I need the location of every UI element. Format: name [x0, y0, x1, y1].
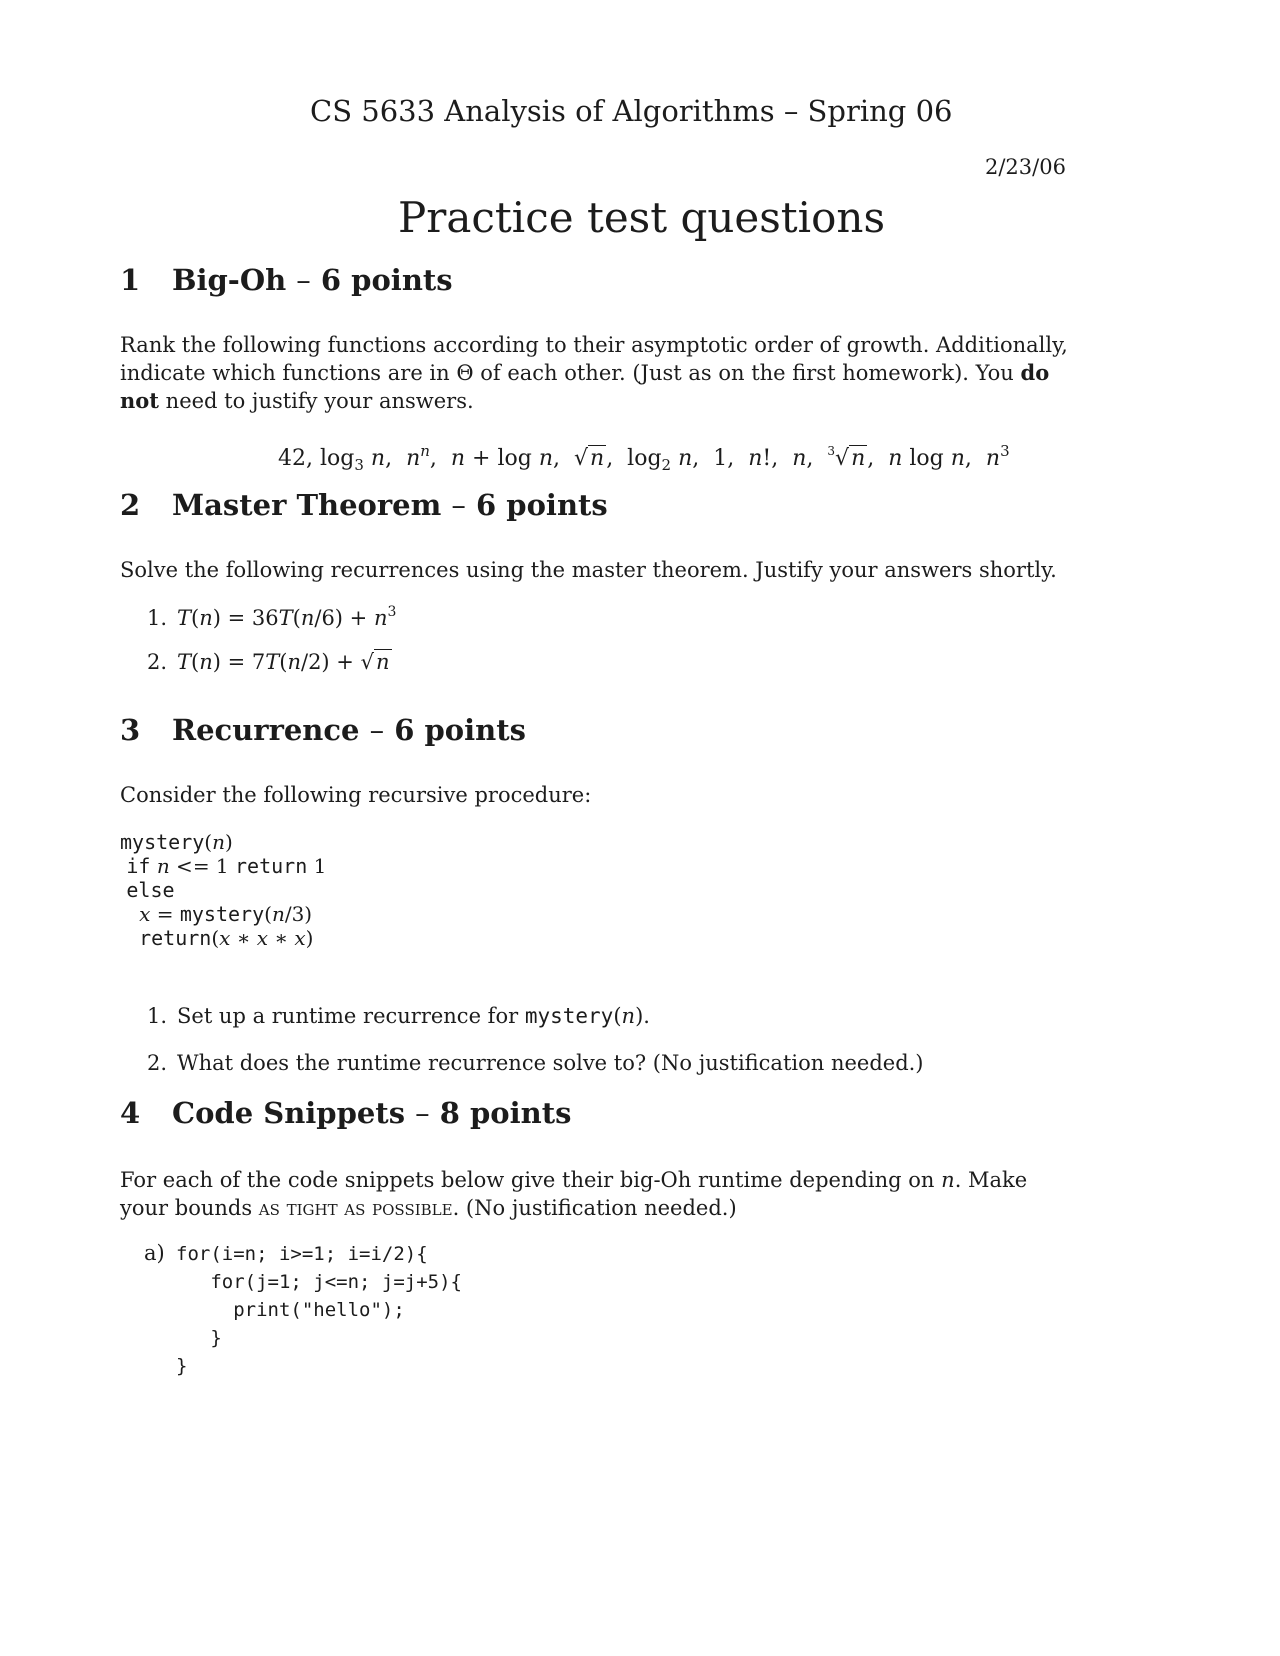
section-title: Big-Oh [172, 263, 287, 297]
section-points: 6 points [320, 263, 453, 297]
question-3-1: 1. Set up a runtime recurrence for mystery(n). [147, 1004, 650, 1028]
emphasis: do not [120, 360, 1050, 413]
section-number: 2 [120, 488, 141, 522]
code-line: } [176, 1355, 188, 1377]
section-points: 6 points [476, 488, 608, 522]
code-snippet-a [176, 1240, 462, 1380]
section-title: Recurrence [172, 713, 360, 747]
recurrence-1: 1. $T(n) = 36T(n/6) + n^3$ [147, 604, 397, 630]
code-line: } [176, 1327, 222, 1349]
function-list: 42, $\log_3 n$, $n^n$, n + log n, √n, $\log_2 n$, 1, n!, n, $^3$√n, n log n, $n^3$ [278, 442, 1010, 474]
snippet-a-label: a) [144, 1241, 165, 1265]
code-line: for(i=n; i>=1; i=i/2){ [176, 1243, 428, 1265]
section-4-text: For each of the code snippets below give their big-Oh runtime depending on n. Make your bounds as tight as possible. (No justification needed.) [120, 1168, 1028, 1220]
course-title: CS 5633 Analysis of Algorithms – Spring 06 [310, 94, 953, 128]
page-title: Practice test questions [398, 193, 885, 242]
section-points: 6 points [394, 713, 526, 747]
recurrence-2: 2. T(n) = 7T(n/2) + √n [147, 650, 390, 674]
section-1-text: Rank the following functions according to their asymptotic order of growth. Additionally, indicate which functions are in Θ of each other. (Just as on the first homework). You do not need to justify your answers. [120, 333, 1068, 413]
section-1-heading: 1 Big-Oh – 6 points [120, 263, 453, 297]
question-3-2: 2. What does the runtime recurrence solve to? (No justification needed.) [147, 1051, 924, 1075]
section-number: 1 [120, 263, 141, 297]
section-2-heading: 2 Master Theorem – 6 points [120, 488, 608, 522]
section-title: Master Theorem [172, 488, 442, 522]
section-title: Code Snippets [172, 1096, 406, 1130]
section-4-heading: 4 Code Snippets – 8 points [120, 1096, 572, 1130]
code-line: print("hello"); [176, 1299, 405, 1321]
section-points: 8 points [439, 1096, 572, 1130]
emphasis: as tight as possible [258, 1196, 453, 1220]
section-3-text: Consider the following recursive procedure: [120, 783, 592, 807]
code-line: for(j=1; j<=n; j=j+5){ [176, 1271, 462, 1293]
section-number: 4 [120, 1096, 141, 1130]
section-2-text: Solve the following recurrences using the master theorem. Justify your answers shortly. [120, 558, 1057, 582]
section-number: 3 [120, 713, 141, 747]
pseudocode: mystery(n) if n <= 1 return 1 else x = mystery(n/3) return(x ∗ x ∗ x) [120, 830, 327, 950]
section-3-heading: 3 Recurrence – 6 points [120, 713, 526, 747]
date: 2/23/06 [985, 155, 1066, 179]
